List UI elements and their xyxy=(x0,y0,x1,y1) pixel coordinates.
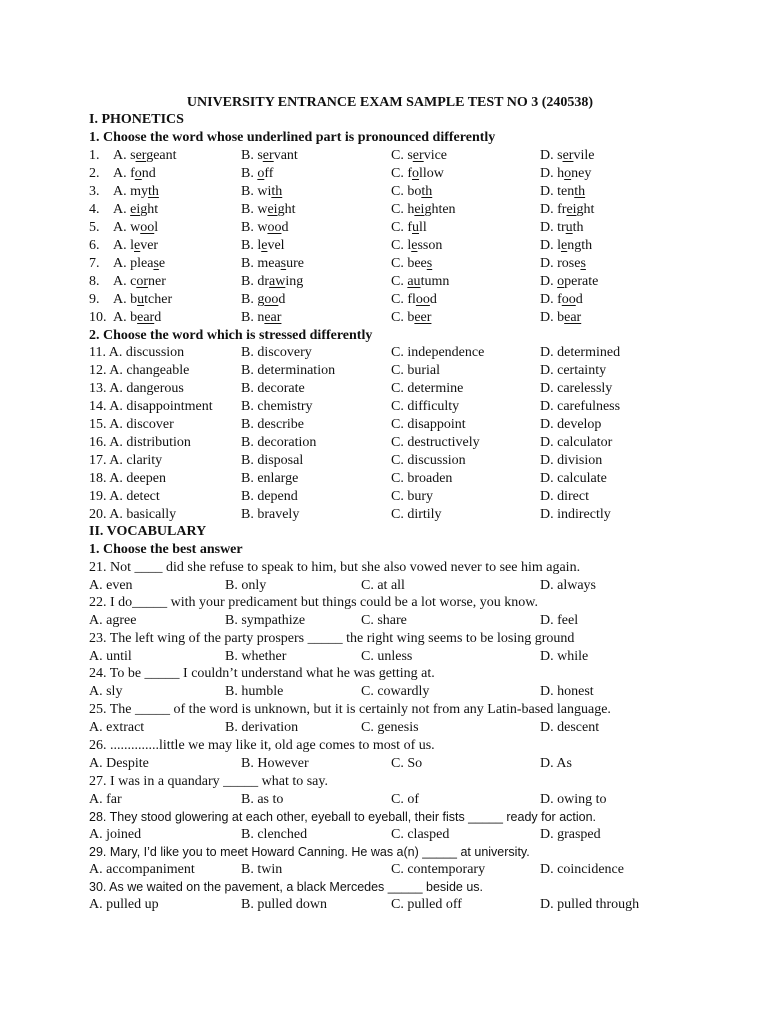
option-text: ngth xyxy=(567,238,593,253)
answer-option-d: D. always xyxy=(540,578,596,593)
answer-option-b xyxy=(241,219,288,237)
underlined-part: ei xyxy=(267,202,278,217)
section-heading-vocabulary: II. VOCABULARY xyxy=(89,524,207,539)
answer-option-b xyxy=(241,147,298,165)
option-text: C. s xyxy=(391,148,413,163)
underlined-part: oo xyxy=(415,292,430,307)
option-text: vant xyxy=(273,148,298,163)
answer-option-d: D. descent xyxy=(540,720,600,735)
option-text: d xyxy=(575,292,583,307)
answer-option-b: B. determination xyxy=(241,363,336,378)
answer-option-a: 13. A. dangerous xyxy=(89,381,184,396)
underlined-part: o xyxy=(134,166,142,181)
question-number: 9. xyxy=(89,292,100,307)
answer-option-d: D. coincidence xyxy=(540,862,624,877)
answer-option-a xyxy=(113,219,158,237)
option-text: C. f xyxy=(391,220,412,235)
option-text: A. f xyxy=(113,166,135,181)
underlined-part: ear xyxy=(137,310,155,325)
underlined-part: au xyxy=(407,274,421,289)
vocab-question: 28. They stood glowering at each other, eyeball to eyeball, their fists _____ ready for action. xyxy=(89,810,597,824)
option-text: A. b xyxy=(113,292,138,307)
option-text: ght xyxy=(277,202,296,217)
answer-option-c xyxy=(391,291,437,309)
answer-option-c xyxy=(391,183,432,201)
option-text: D. tr xyxy=(540,220,566,235)
answer-option-b: B. enlarge xyxy=(241,471,299,486)
option-text: D. h xyxy=(540,166,565,181)
vocab-question: 30. As we waited on the pavement, a black Mercedes _____ beside us. xyxy=(89,880,483,894)
question-number: 4. xyxy=(89,202,100,217)
option-text: A. w xyxy=(113,220,141,235)
option-text: A. c xyxy=(113,274,137,289)
vocab-question: 27. I was in a quandary _____ what to say. xyxy=(89,774,328,789)
option-text: l xyxy=(154,220,159,235)
answer-option-a xyxy=(113,309,161,327)
answer-option-d: D. As xyxy=(540,756,572,771)
vocab-question: 22. I do_____ with your predicament but things could be a lot worse, you know. xyxy=(89,595,538,610)
option-text: B. s xyxy=(241,148,263,163)
question-number: 5. xyxy=(89,220,100,235)
answer-option-b xyxy=(241,273,303,291)
option-text: d xyxy=(154,310,162,325)
answer-option-d xyxy=(540,165,591,183)
answer-option-b: B. decorate xyxy=(241,381,305,396)
answer-option-d xyxy=(540,201,594,219)
answer-option-a: A. agree xyxy=(89,613,137,628)
answer-option-c: C. burial xyxy=(391,363,440,378)
answer-option-a: 15. A. discover xyxy=(89,417,174,432)
question-number: 2. xyxy=(89,166,100,181)
answer-option-c xyxy=(391,147,447,165)
answer-option-c: C. independence xyxy=(391,345,485,360)
option-text: ing xyxy=(285,274,304,289)
option-text: tcher xyxy=(144,292,173,307)
option-text: A. my xyxy=(113,184,148,199)
answer-option-d xyxy=(540,237,592,255)
underlined-part: u xyxy=(137,292,145,307)
underlined-part: ei xyxy=(414,202,425,217)
option-text: B. xyxy=(241,166,258,181)
option-text: C. bee xyxy=(391,256,427,271)
underlined-part: er xyxy=(135,148,147,163)
answer-option-b xyxy=(241,237,285,255)
answer-option-b: B. discovery xyxy=(241,345,312,360)
underlined-part: ei xyxy=(130,202,141,217)
answer-option-d xyxy=(540,273,598,291)
answer-option-d: D. certainty xyxy=(540,363,607,378)
answer-option-a: A. Despite xyxy=(89,756,149,771)
option-text: C. l xyxy=(391,238,412,253)
answer-option-c xyxy=(391,201,456,219)
option-text: A. xyxy=(113,202,131,217)
answer-option-c: C. bury xyxy=(391,489,433,504)
option-text: A. s xyxy=(113,148,136,163)
option-text: nd xyxy=(141,166,156,181)
answer-option-c: C. share xyxy=(361,613,407,628)
answer-option-d: D. calculate xyxy=(540,471,607,486)
answer-option-c: C. difficulty xyxy=(391,399,460,414)
option-text: D. s xyxy=(540,148,563,163)
answer-option-b xyxy=(241,255,304,273)
answer-option-c: C. So xyxy=(391,756,423,771)
answer-option-d: D. feel xyxy=(540,613,579,628)
answer-option-d: D. honest xyxy=(540,684,594,699)
answer-option-b: B. pulled down xyxy=(241,897,327,912)
underlined-part: th xyxy=(148,184,159,199)
answer-option-a: A. joined xyxy=(89,827,142,842)
answer-option-c: C. clasped xyxy=(391,827,450,842)
underlined-part: s xyxy=(426,256,433,271)
option-text: D. ten xyxy=(540,184,575,199)
answer-option-c: C. discussion xyxy=(391,453,466,468)
answer-option-c: C. dirtily xyxy=(391,507,442,522)
option-text: C. b xyxy=(391,310,415,325)
option-text: D. l xyxy=(540,238,561,253)
answer-option-a: A. far xyxy=(89,792,122,807)
underlined-part: u xyxy=(412,220,419,235)
underlined-part: s xyxy=(280,256,287,271)
option-text: ghten xyxy=(424,202,456,217)
option-text: ner xyxy=(148,274,166,289)
page-title: UNIVERSITY ENTRANCE EXAM SAMPLE TEST NO 3 (240538) xyxy=(186,95,594,110)
option-text: A. plea xyxy=(113,256,154,271)
answer-option-b: B. sympathize xyxy=(225,613,306,628)
answer-option-a xyxy=(113,147,177,165)
answer-option-c: C. unless xyxy=(361,649,413,664)
underlined-part: oo xyxy=(561,292,576,307)
option-text: e xyxy=(158,256,166,271)
option-text: D. fr xyxy=(540,202,567,217)
underlined-part: s xyxy=(153,256,159,271)
answer-option-b: B. describe xyxy=(241,417,304,432)
vocab-question: 24. To be _____ I couldn’t understand what he was getting at. xyxy=(89,666,435,681)
underlined-part: e xyxy=(561,238,568,253)
answer-option-b: B. clenched xyxy=(241,827,308,842)
option-text: d xyxy=(429,292,437,307)
answer-option-b xyxy=(241,309,281,327)
answer-option-a xyxy=(113,183,159,201)
answer-option-a: A. pulled up xyxy=(89,897,159,912)
answer-option-d: D. calculator xyxy=(540,435,613,450)
answer-option-d: D. division xyxy=(540,453,603,468)
answer-option-a: 12. A. changeable xyxy=(89,363,190,378)
answer-option-d xyxy=(540,183,585,201)
answer-option-d: D. determined xyxy=(540,345,621,360)
answer-option-c: C. destructively xyxy=(391,435,480,450)
answer-option-d: D. develop xyxy=(540,417,602,432)
answer-option-a: 19. A. detect xyxy=(89,489,160,504)
answer-option-d: D. owing to xyxy=(540,792,607,807)
option-text: D. f xyxy=(540,292,562,307)
option-text: A. l xyxy=(113,238,134,253)
answer-option-b: B. decoration xyxy=(241,435,317,450)
answer-option-c: C. cowardly xyxy=(361,684,430,699)
underlined-part: eer xyxy=(414,310,432,325)
answer-option-c: C. genesis xyxy=(361,720,419,735)
instruction-stress: 2. Choose the word which is stressed differently xyxy=(89,328,373,343)
answer-option-b: B. twin xyxy=(241,862,283,877)
answer-option-a xyxy=(113,165,156,183)
instruction-pronunciation: 1. Choose the word whose underlined part is pronounced differently xyxy=(89,130,496,145)
answer-option-d xyxy=(540,255,586,273)
option-text: vel xyxy=(267,238,285,253)
underlined-part: o xyxy=(257,166,265,181)
option-text: B. w xyxy=(241,220,268,235)
answer-option-b: B. depend xyxy=(241,489,298,504)
answer-option-c: C. contemporary xyxy=(391,862,486,877)
question-number: 1. xyxy=(89,148,100,163)
answer-option-b: B. disposal xyxy=(241,453,304,468)
answer-option-b: B. whether xyxy=(225,649,287,664)
answer-option-d xyxy=(540,309,581,327)
option-text: ght xyxy=(140,202,159,217)
option-text: C. fl xyxy=(391,292,416,307)
answer-option-c xyxy=(391,165,444,183)
answer-option-b xyxy=(241,291,285,309)
underlined-part: th xyxy=(271,184,283,199)
underlined-part: e xyxy=(411,238,418,253)
answer-option-b: B. as to xyxy=(241,792,284,807)
underlined-part: or xyxy=(136,274,148,289)
answer-option-d xyxy=(540,219,584,237)
answer-option-c xyxy=(391,273,449,291)
underlined-part: ear xyxy=(264,310,282,325)
answer-option-a: 18. A. deepen xyxy=(89,471,166,486)
underlined-part: oo xyxy=(267,220,282,235)
option-text: d xyxy=(278,292,286,307)
answer-option-b: B. chemistry xyxy=(241,399,313,414)
option-text: tumn xyxy=(420,274,450,289)
question-number: 3. xyxy=(89,184,100,199)
option-text: vile xyxy=(573,148,595,163)
underlined-part: er xyxy=(262,148,274,163)
answer-option-d: D. carelessly xyxy=(540,381,613,396)
option-text: ff xyxy=(264,166,274,181)
vocab-question: 26. ..............little we may like it, old age comes to most of us. xyxy=(89,738,435,753)
answer-option-c: C. disappoint xyxy=(391,417,466,432)
answer-option-b: B. derivation xyxy=(225,720,299,735)
underlined-part: er xyxy=(562,148,574,163)
answer-option-a: A. even xyxy=(89,578,133,593)
underlined-part: oo xyxy=(264,292,279,307)
answer-option-c xyxy=(391,219,427,237)
option-text: geant xyxy=(146,148,177,163)
vocab-question: 21. Not ____ did she refuse to speak to him, but she also vowed never to see him again. xyxy=(89,560,581,575)
answer-option-c: C. at all xyxy=(361,578,405,593)
answer-option-a xyxy=(113,291,172,309)
answer-option-a xyxy=(113,273,166,291)
answer-option-c: C. determine xyxy=(391,381,464,396)
option-text: perate xyxy=(564,274,599,289)
answer-option-d xyxy=(540,291,583,309)
option-text: B. w xyxy=(241,202,268,217)
answer-option-c: C. broaden xyxy=(391,471,453,486)
answer-option-a: 20. A. basically xyxy=(89,507,177,522)
option-text: ght xyxy=(576,202,595,217)
answer-option-a xyxy=(113,201,158,219)
answer-option-a: 14. A. disappointment xyxy=(89,399,213,414)
option-text: B. l xyxy=(241,238,262,253)
answer-option-c: C. pulled off xyxy=(391,897,462,912)
question-number: 6. xyxy=(89,238,100,253)
underlined-part: oo xyxy=(140,220,155,235)
underlined-part: o xyxy=(564,166,572,181)
answer-option-c xyxy=(391,255,432,273)
option-text: D. rose xyxy=(540,256,581,271)
option-text: th xyxy=(572,220,584,235)
underlined-part: e xyxy=(134,238,141,253)
option-text: sson xyxy=(417,238,443,253)
option-text: A. b xyxy=(113,310,138,325)
answer-option-d xyxy=(540,147,594,165)
underlined-part: ei xyxy=(566,202,577,217)
answer-option-d: D. carefulness xyxy=(540,399,621,414)
underlined-part: o xyxy=(557,274,565,289)
underlined-part: u xyxy=(565,220,573,235)
question-number: 7. xyxy=(89,256,100,271)
answer-option-c xyxy=(391,309,431,327)
option-text: D. b xyxy=(540,310,565,325)
answer-option-a: 11. A. discussion xyxy=(89,345,185,360)
option-text: C. h xyxy=(391,202,415,217)
option-text: D. xyxy=(540,274,558,289)
answer-option-c: C. of xyxy=(391,792,419,807)
option-text: B. g xyxy=(241,292,265,307)
answer-option-b: B. bravely xyxy=(241,507,300,522)
option-text: B. mea xyxy=(241,256,281,271)
underlined-part: ear xyxy=(564,310,582,325)
option-text: ll xyxy=(419,220,427,235)
vocab-question: 29. Mary, I’d like you to meet Howard Canning. He was a(n) _____ at university. xyxy=(89,845,530,859)
answer-option-b xyxy=(241,183,282,201)
answer-option-a: A. until xyxy=(89,649,132,664)
answer-option-a: A. sly xyxy=(89,684,123,699)
answer-option-c xyxy=(391,237,442,255)
option-text: ver xyxy=(140,238,159,253)
answer-option-b: B. only xyxy=(225,578,267,593)
answer-option-a xyxy=(113,237,158,255)
underlined-part: e xyxy=(261,238,268,253)
option-text: B. dr xyxy=(241,274,269,289)
answer-option-b xyxy=(241,201,295,219)
answer-option-a: A. accompaniment xyxy=(89,862,195,877)
option-text: C. xyxy=(391,274,408,289)
answer-option-a: A. extract xyxy=(89,720,145,735)
answer-option-d: D. while xyxy=(540,649,589,664)
answer-option-a: 17. A. clarity xyxy=(89,453,163,468)
vocab-question: 23. The left wing of the party prospers _____ the right wing seems to be losing ground xyxy=(89,631,575,646)
answer-option-d: D. grasped xyxy=(540,827,601,842)
answer-option-a: 16. A. distribution xyxy=(89,435,191,450)
underlined-part: er xyxy=(412,148,424,163)
answer-option-a xyxy=(113,255,165,273)
underlined-part: th xyxy=(421,184,433,199)
option-text: d xyxy=(281,220,289,235)
answer-option-b: B. humble xyxy=(225,684,284,699)
underlined-part: th xyxy=(574,184,586,199)
vocab-question: 25. The _____ of the word is unknown, but it is certainly not from any Latin-based language. xyxy=(89,702,611,717)
answer-option-b: B. However xyxy=(241,756,309,771)
answer-option-d: D. pulled through xyxy=(540,897,640,912)
option-text: C. bo xyxy=(391,184,422,199)
answer-option-d: D. indirectly xyxy=(540,507,611,522)
underlined-part: o xyxy=(412,166,419,181)
option-text: ney xyxy=(571,166,592,181)
underlined-part: s xyxy=(580,256,586,271)
option-text: B. wi xyxy=(241,184,272,199)
option-text: ure xyxy=(286,256,304,271)
option-text: C. f xyxy=(391,166,412,181)
section-heading-phonetics: I. PHONETICS xyxy=(89,112,184,127)
answer-option-d: D. direct xyxy=(540,489,589,504)
instruction-best-answer: 1. Choose the best answer xyxy=(89,542,243,557)
question-number: 10. xyxy=(89,310,107,325)
option-text: llow xyxy=(419,166,444,181)
answer-option-b xyxy=(241,165,273,183)
underlined-part: aw xyxy=(269,274,286,289)
option-text: vice xyxy=(423,148,448,163)
question-number: 8. xyxy=(89,274,100,289)
option-text: B. n xyxy=(241,310,265,325)
